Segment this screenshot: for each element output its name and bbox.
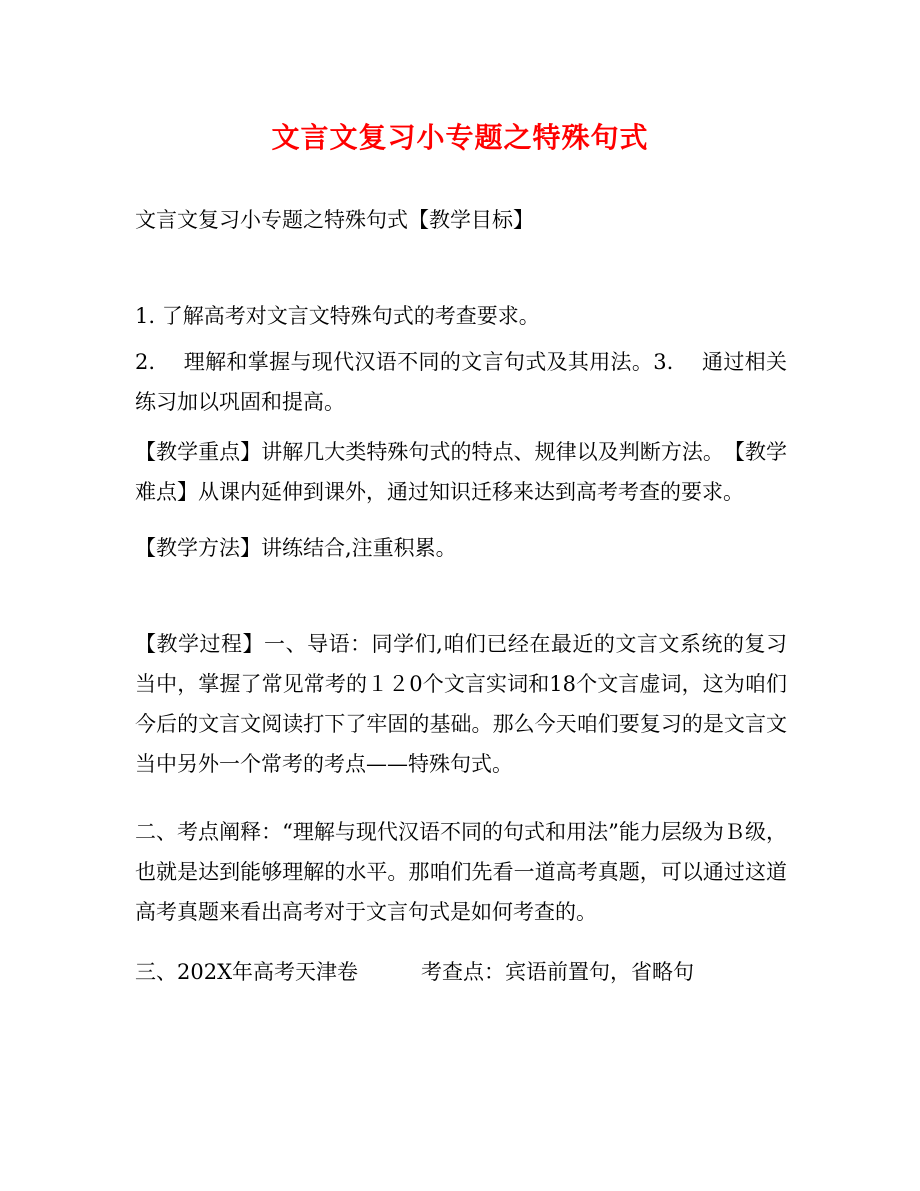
key-points-paragraph: ‬【教学重点】讲解几大类特殊句式的特点、规律以及判断方法。‬‬【教学难点】从课内延伸到课外，通过知识迁移来达到高考考查的要求。‬ — [135, 440, 787, 504]
subtitle-paragraph: 文言文复习小专题之特殊句式‬‬【教学目标】 — [135, 208, 534, 232]
exam-point-explanation-paragraph: 二、考点阐释：“理解与现代汉语不同的句式和用法”能力层级为Ｂ级，也就是达到能够理解的水平。那咱们先看一道高考真题，可以通过这道高考真题来看出高考对于文言句式是如何考查的。‬ — [135, 820, 787, 924]
teaching-process-paragraph: 【教学过程】‬‬一、导语：同学们,咱们已经在最近的文言文系统的复习当中，掌握了常见常考的１２0个文言实词和18个文言虚词，这为咱们今后的文言文阅读打下了牢固的基础。那么今天咱们要复习的是文言文当中另外一个常考的考点——特殊句式。‬ — [135, 632, 787, 776]
teaching-method-paragraph: 【教学方法】讲练结合,注重积累。 — [135, 536, 457, 560]
exam-paper-paragraph: 三、202X年高考天津卷 考查点：宾语前置句，省略句‬ — [135, 960, 695, 984]
goal-2-paragraph: 2‬. 理解和掌握与现代汉语不同的文言句式及其用法。3‬‬. 通过相关练习加以巩固和提高。 — [135, 350, 787, 414]
goal-1-paragraph: 1. 了解高考对文言文特殊句式的考查要求。 — [135, 304, 540, 328]
document-title: 文言文复习小专题之特殊句式 — [271, 121, 649, 154]
